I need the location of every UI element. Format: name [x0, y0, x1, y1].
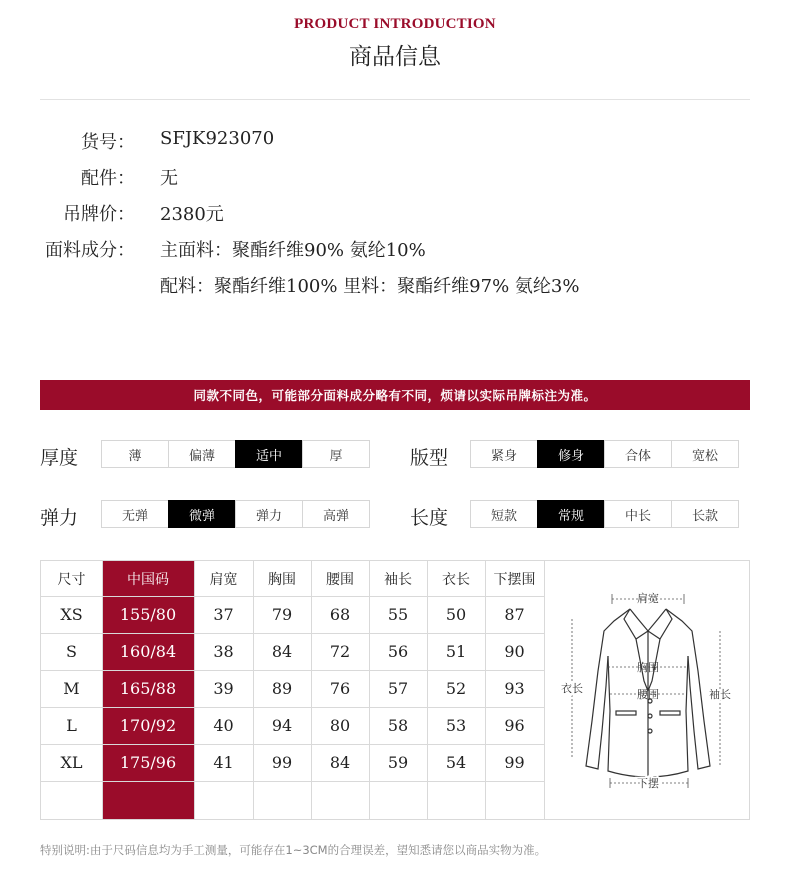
attr-label-length: 长度	[410, 507, 449, 529]
sketch-label-shoulder: 肩宽	[637, 592, 659, 605]
footnote: 特别说明:由于尺码信息均为手工测量，可能存在1~3CM的合理误差，望知悉请您以商品实物为准。	[40, 843, 547, 857]
header-hem: 下摆围	[493, 571, 536, 588]
table-cell: 165/88	[119, 679, 177, 698]
table-cell: 84	[329, 753, 351, 772]
attr-label-fit: 版型	[410, 447, 449, 469]
sketch-label-length: 衣长	[561, 682, 583, 695]
table-cell: 93	[504, 679, 525, 698]
table-cell: 79	[271, 605, 293, 624]
table-cell: 68	[329, 605, 351, 624]
table-cell: M	[63, 679, 80, 698]
table-cell: 58	[387, 716, 409, 735]
table-cell: 72	[329, 642, 351, 661]
table-cell: 52	[445, 679, 467, 698]
table-cell: 84	[271, 642, 293, 661]
table-cell: 55	[387, 605, 409, 624]
sketch-label-chest: 胸围	[637, 661, 659, 674]
option-fit-tight[interactable]: 紧身	[470, 440, 538, 468]
thickness-options	[101, 440, 370, 468]
option-thickness-slightly-thin[interactable]: 偏薄	[168, 440, 236, 468]
header-divider	[40, 99, 750, 100]
elasticity-options	[101, 500, 370, 528]
table-cell: 96	[504, 716, 525, 735]
sketch-label-hem: 下摆	[637, 777, 659, 790]
attr-label-thickness: 厚度	[40, 447, 79, 469]
sketch-label-waist: 腰围	[637, 688, 659, 701]
table-cell: 40	[213, 716, 234, 735]
attr-label-elasticity: 弹力	[40, 507, 79, 529]
option-length-mid[interactable]: 中长	[604, 500, 672, 528]
header-shoulder: 肩宽	[209, 571, 238, 588]
table-cell: 56	[387, 642, 409, 661]
table-cell: 57	[387, 679, 409, 698]
option-length-regular[interactable]: 常规	[537, 500, 605, 528]
table-cell: 155/80	[119, 605, 177, 624]
info-label-sku: 货号：	[81, 132, 135, 153]
table-cell: 80	[329, 716, 351, 735]
table-cell: 50	[445, 605, 467, 624]
size-table	[40, 560, 750, 820]
option-thickness-thin[interactable]: 薄	[101, 440, 169, 468]
info-label-price: 吊牌价：	[63, 204, 135, 225]
table-cell: 94	[271, 716, 293, 735]
option-fit-loose[interactable]: 宽松	[671, 440, 739, 468]
header-size: 尺寸	[57, 571, 86, 588]
table-cell: 53	[445, 716, 467, 735]
table-cell: 39	[213, 679, 234, 698]
table-cell: 90	[504, 642, 525, 661]
table-cell: 160/84	[119, 642, 177, 661]
table-cell: XL	[60, 753, 83, 772]
option-length-short[interactable]: 短款	[470, 500, 538, 528]
header-sleeve: 袖长	[384, 571, 412, 588]
table-cell: 170/92	[119, 716, 177, 735]
table-cell: XS	[60, 605, 83, 624]
title-english: PRODUCT INTRODUCTION	[294, 16, 496, 32]
info-label-fabric: 面料成分：	[45, 240, 135, 261]
header-waist: 腰围	[326, 571, 354, 588]
table-cell: 54	[445, 753, 467, 772]
table-cell: S	[66, 642, 77, 661]
info-label-accessories: 配件：	[81, 168, 135, 189]
header-china-size: 中国码	[127, 571, 169, 588]
option-elasticity-stretch[interactable]: 弹力	[235, 500, 303, 528]
option-fit-slim[interactable]: 修身	[537, 440, 605, 468]
title-chinese: 商品信息	[349, 44, 441, 70]
header-chest: 胸围	[268, 571, 296, 588]
table-cell: 89	[271, 679, 293, 698]
header-length: 衣长	[442, 571, 470, 588]
option-elasticity-none[interactable]: 无弹	[101, 500, 169, 528]
table-cell: 87	[504, 605, 525, 624]
table-cell: 38	[213, 642, 234, 661]
table-cell: 99	[504, 753, 525, 772]
option-length-long[interactable]: 长款	[671, 500, 739, 528]
table-cell: 99	[271, 753, 293, 772]
table-cell: L	[66, 716, 77, 735]
notice-bar: 同款不同色，可能部分面料成分略有不同，烦请以实际吊牌标注为准。	[40, 380, 750, 410]
option-thickness-medium[interactable]: 适中	[235, 440, 303, 468]
table-cell: 37	[213, 605, 234, 624]
info-value-main-fabric: 主面料：聚酯纤维90% 氨纶10%	[160, 240, 426, 261]
option-elasticity-high[interactable]: 高弹	[302, 500, 370, 528]
jacket-sketch	[544, 561, 749, 819]
table-cell: 41	[213, 753, 234, 772]
length-options	[470, 500, 739, 528]
fit-options	[470, 440, 739, 468]
info-value-lining-fabric: 配料：聚酯纤维100% 里料：聚酯纤维97% 氨纶3%	[160, 276, 580, 297]
table-cell: 76	[329, 679, 351, 698]
table-cell: 59	[387, 753, 409, 772]
info-value-accessories: 无	[160, 168, 178, 189]
info-value-sku: SFJK923070	[160, 128, 275, 149]
info-value-price: 2380元	[160, 204, 224, 225]
sketch-label-sleeve: 袖长	[709, 688, 731, 701]
option-elasticity-slight[interactable]: 微弹	[168, 500, 236, 528]
option-thickness-thick[interactable]: 厚	[302, 440, 370, 468]
table-cell: 175/96	[119, 753, 177, 772]
option-fit-regular[interactable]: 合体	[604, 440, 672, 468]
table-cell: 51	[445, 642, 467, 661]
